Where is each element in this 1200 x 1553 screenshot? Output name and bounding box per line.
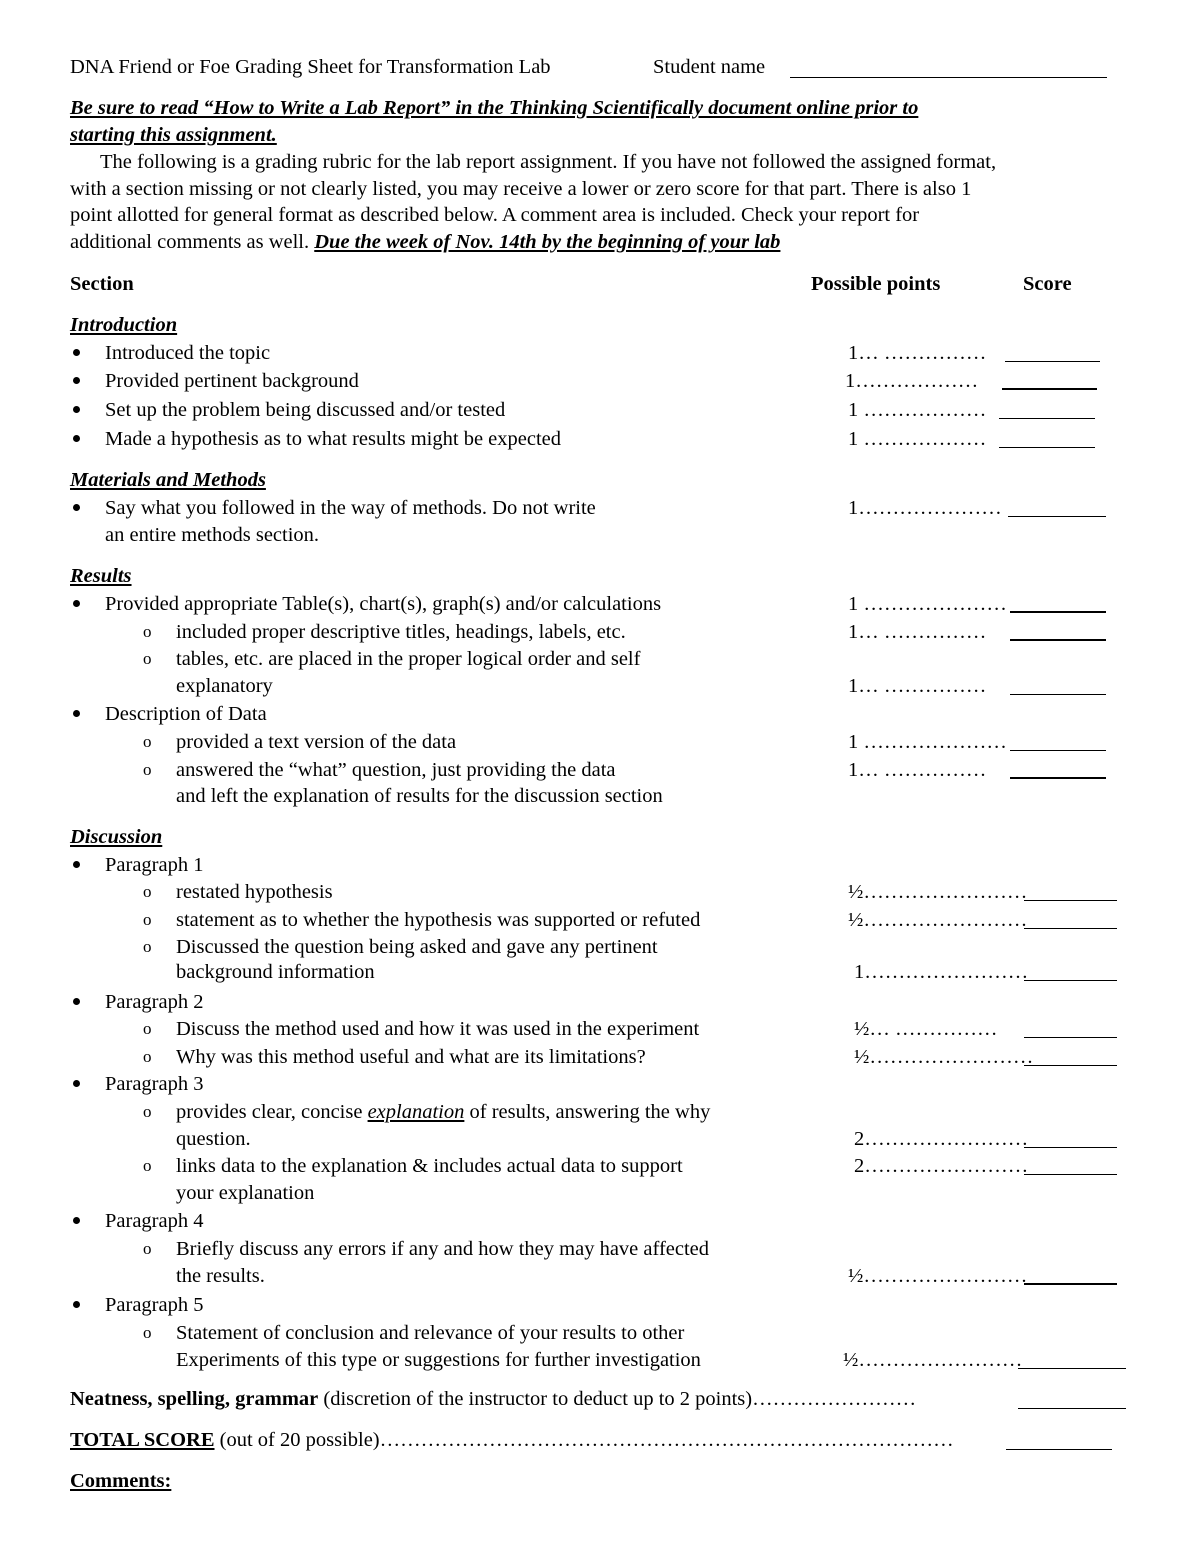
discussion-paragraph-5: Paragraph 5 [105,1294,204,1316]
sub-bullet-icon: o [143,622,152,641]
discussion-paragraph-2: Paragraph 2 [105,991,204,1013]
score-field-materials[interactable] [1008,516,1106,517]
score-field-results-sub-1[interactable] [1010,639,1106,641]
column-section: Section [70,273,134,295]
p1-sub-1: restated hypothesis [176,881,333,903]
points-results-sub-3: 1 ………………… [848,731,1007,753]
bullet-icon [73,600,80,607]
bullet-icon [73,435,80,442]
score-field-neatness[interactable] [1018,1408,1126,1409]
intro-line-4-text: additional comments as well. [70,231,315,253]
neatness-description: (discretion of the instructor to deduct up to 2 points)…………………… [318,1388,917,1410]
sub-bullet-icon: o [143,760,152,779]
bullet-icon [73,406,80,413]
results-item-1: Provided appropriate Table(s), chart(s), graph(s) and/or calculations [105,593,662,615]
p4-sub-1-line-1: Briefly discuss any errors if any and how they may have affected [176,1238,710,1260]
score-field-total[interactable] [1006,1449,1112,1450]
results-sub-3: provided a text version of the data [176,731,457,753]
points-intro-3: 1 ……………… [848,399,987,421]
results-sub-1: included proper descriptive titles, headings, labels, etc. [176,621,626,643]
notice-line-1: Be sure to read “How to Write a Lab Report” in the Thinking Scientifically document online prior to [70,97,919,119]
intro-line-3: point allotted for general format as described below. A comment area is included. Check your report for [70,204,920,226]
score-field-p3-sub-2[interactable] [1024,1174,1117,1175]
score-field-results-sub-2[interactable] [1010,694,1106,695]
score-field-intro-3[interactable] [999,418,1095,419]
neatness-line [70,1387,1015,1411]
column-possible-points: Possible points [811,273,941,295]
discussion-paragraph-3: Paragraph 3 [105,1073,204,1095]
student-name-field[interactable] [790,77,1107,78]
results-sub-4-line-2: and left the explanation of results for the discussion section [176,785,663,807]
points-intro-4: 1 ……………… [848,428,987,450]
section-heading-introduction: Introduction [70,314,178,336]
sub-bullet-icon: o [143,1323,152,1342]
sub-bullet-icon: o [143,1047,152,1066]
discussion-paragraph-1: Paragraph 1 [105,854,204,876]
intro-item-2: Provided pertinent background [105,370,359,392]
p3-sub-1-line-2: question. [176,1128,251,1150]
p1-sub-3-line-1: Discussed the question being asked and gave any pertinent [176,936,658,958]
score-field-p3-sub-1[interactable] [1024,1147,1117,1148]
total-line [70,1428,1005,1452]
score-field-results-sub-3[interactable] [1010,750,1106,751]
points-p1-sub-2: ½…………………… [848,909,1028,931]
p3-sub-2-line-2: your explanation [176,1182,315,1204]
bullet-icon [73,998,80,1005]
points-p5-sub-1: ½…………………… [843,1349,1023,1371]
section-heading-results: Results [70,565,132,587]
intro-item-3: Set up the problem being discussed and/or tested [105,399,506,421]
total-description: (out of 20 possible)………………………………………………………………………… [214,1429,954,1451]
points-intro-1: 1… …………… [848,342,987,364]
points-intro-2: 1……………… [845,370,979,392]
score-field-intro-2[interactable] [1002,388,1097,390]
p3-sub-1-line-1 [176,1100,710,1124]
points-p3-sub-2: 2…………………… [854,1155,1029,1177]
sub-bullet-icon: o [143,1019,152,1038]
score-field-p2-sub-2[interactable] [1024,1065,1117,1066]
results-sub-4-line-1: answered the “what” question, just providing the data [176,759,616,781]
bullet-icon [73,1217,80,1224]
points-p4-sub-1: ½…………………… [848,1265,1028,1287]
points-p2-sub-2: ½…………………… [854,1046,1034,1068]
score-field-p4-sub-1[interactable] [1024,1283,1117,1285]
column-score: Score [1023,273,1072,295]
bullet-icon [73,861,80,868]
intro-line-4 [70,230,780,254]
p3-sub-1-emphasis: explanation [367,1101,465,1123]
score-field-results-sub-4[interactable] [1010,777,1106,779]
intro-item-4: Made a hypothesis as to what results might be expected [105,428,562,450]
due-date: Due the week of Nov. 14th by the beginning of your lab [314,231,781,253]
p3-sub-1-pre: provides clear, concise [176,1101,368,1123]
intro-line-1: The following is a grading rubric for the lab report assignment. If you have not followed the assigned format, [100,151,997,173]
score-field-intro-1[interactable] [1005,361,1100,362]
discussion-paragraph-4: Paragraph 4 [105,1210,204,1232]
points-results-1: 1 ………………… [848,593,1007,615]
sub-bullet-icon: o [143,732,152,751]
p1-sub-2: statement as to whether the hypothesis was supported or refuted [176,909,701,931]
score-field-p1-sub-1[interactable] [1024,900,1117,901]
sub-bullet-icon: o [143,1102,152,1121]
comments-label: Comments: [70,1470,172,1492]
points-p1-sub-1: ½…………………… [848,881,1028,903]
sheet-title: DNA Friend or Foe Grading Sheet for Transformation Lab [70,56,551,78]
score-field-results-1[interactable] [1010,611,1106,613]
sub-bullet-icon: o [143,882,152,901]
points-results-sub-2: 1… …………… [848,675,987,697]
p2-sub-1: Discuss the method used and how it was used in the experiment [176,1018,700,1040]
neatness-label: Neatness, spelling, grammar [70,1388,319,1410]
points-p1-sub-3: 1…………………… [854,961,1029,983]
points-results-sub-1: 1… …………… [848,621,987,643]
bullet-icon [73,1080,80,1087]
sub-bullet-icon: o [143,1156,152,1175]
intro-line-2: with a section missing or not clearly listed, you may receive a lower or zero score for that part. There is also 1 [70,178,972,200]
materials-item-line-1: Say what you followed in the way of methods. Do not write [105,497,596,519]
materials-item-line-2: an entire methods section. [105,524,320,546]
sub-bullet-icon: o [143,1239,152,1258]
p3-sub-1-post: of results, answering the why [464,1101,711,1123]
bullet-icon [73,504,80,511]
points-p3-sub-1: 2…………………… [854,1128,1029,1150]
results-sub-2-line-2: explanatory [176,675,273,697]
p2-sub-2: Why was this method useful and what are its limitations? [176,1046,646,1068]
results-item-2: Description of Data [105,703,267,725]
bullet-icon [73,377,80,384]
p3-sub-2-line-1: links data to the explanation & includes actual data to support [176,1155,683,1177]
bullet-icon [73,349,80,356]
p5-sub-1-line-2: Experiments of this type or suggestions for further investigation [176,1349,701,1371]
score-field-p1-sub-2[interactable] [1024,928,1117,929]
score-field-p5-sub-1[interactable] [1018,1368,1126,1369]
p1-sub-3-line-2: background information [176,961,375,983]
section-heading-materials: Materials and Methods [70,469,266,491]
points-p2-sub-1: ½… …………… [854,1018,998,1040]
score-field-p2-sub-1[interactable] [1024,1037,1117,1038]
intro-item-1: Introduced the topic [105,342,271,364]
points-materials: 1………………… [848,497,1002,519]
score-field-p1-sub-3[interactable] [1024,980,1117,981]
section-heading-discussion: Discussion [70,826,163,848]
p4-sub-1-line-2: the results. [176,1265,265,1287]
total-label: TOTAL SCORE [70,1429,215,1451]
p5-sub-1-line-1: Statement of conclusion and relevance of your results to other [176,1322,685,1344]
bullet-icon [73,710,80,717]
bullet-icon [73,1301,80,1308]
notice-line-2: starting this assignment. [70,124,277,146]
sub-bullet-icon: o [143,937,152,956]
results-sub-2-line-1: tables, etc. are placed in the proper logical order and self [176,648,641,670]
sub-bullet-icon: o [143,910,152,929]
sub-bullet-icon: o [143,649,152,668]
student-name-label: Student name [653,56,766,78]
points-results-sub-4: 1… …………… [848,759,987,781]
score-field-intro-4[interactable] [999,447,1095,448]
